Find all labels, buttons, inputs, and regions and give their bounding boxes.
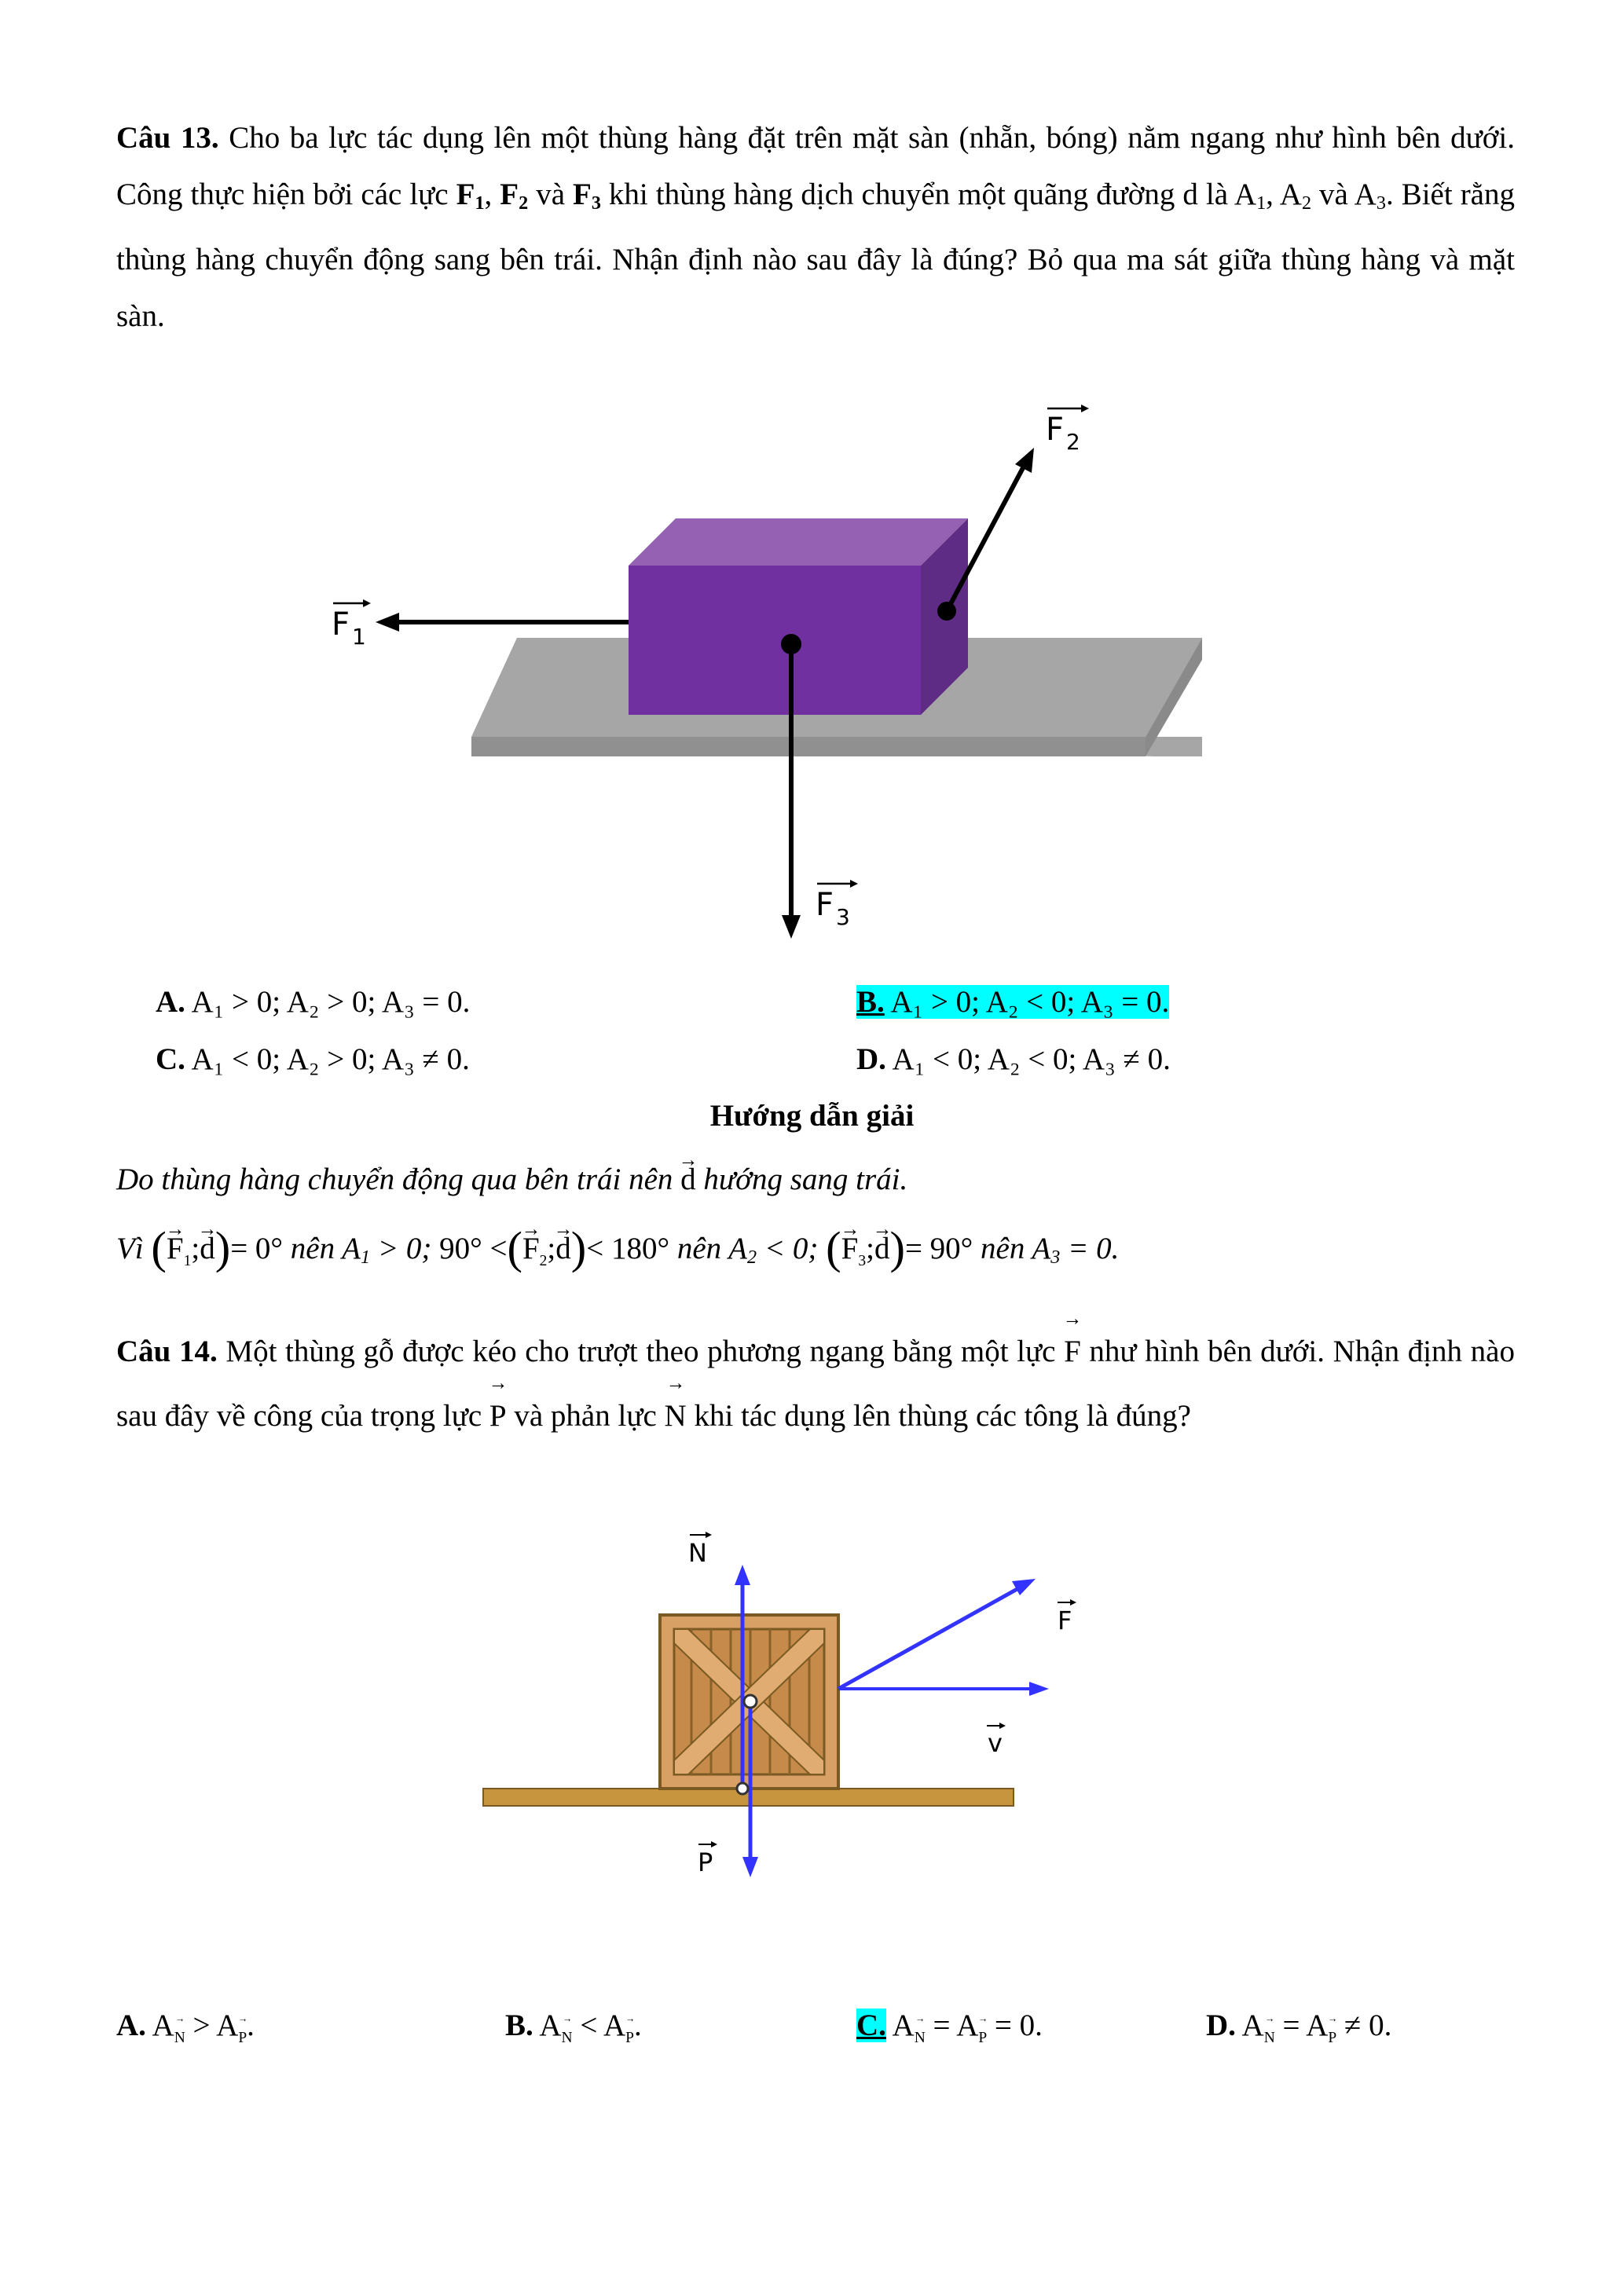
svg-text:F: F (332, 606, 350, 643)
q14-option-a[interactable]: A. A→ N > A→ P. (116, 2007, 255, 2057)
svg-text:F: F (816, 887, 834, 923)
svg-text:F: F (1046, 412, 1065, 448)
q13-option-c[interactable]: C. A₁ < 0; A₂ > 0; A₃ ≠ 0. (156, 1042, 470, 1076)
center-point (744, 1695, 757, 1708)
q13-option-d[interactable]: D. A₁ < 0; A₂ < 0; A₃ ≠ 0. (856, 1042, 1171, 1076)
svg-text:P: P (698, 1847, 713, 1877)
solution-line-1: Do thùng hàng chuyển động qua bên trái nên → d hướng sang trái. (116, 1161, 907, 1199)
solution-title: Hướng dẫn giải (709, 1099, 915, 1133)
svg-text:v: v (988, 1728, 1003, 1758)
q14-label: Câu 14. (116, 1335, 218, 1368)
label-v (987, 1723, 1006, 1758)
q14-option-d[interactable]: D. A→ N = A→ P ≠ 0. (1206, 2007, 1391, 2057)
pull-force-arrow (838, 1579, 1036, 1689)
q13-label: Câu 13. (116, 121, 219, 155)
q13-option-b[interactable]: B. A₁ > 0; A₂ < 0; A₃ = 0. (856, 985, 1170, 1019)
svg-text:N: N (688, 1538, 707, 1568)
contact-point (737, 1783, 748, 1794)
svg-text:F: F (1058, 1606, 1072, 1635)
label-p (698, 1841, 717, 1877)
q14-option-c[interactable]: C. A→ N = A→ P = 0. (856, 2007, 1043, 2057)
q14-option-b[interactable]: B. A→ N < A→ P. (505, 2007, 642, 2057)
label-n (688, 1532, 712, 1568)
velocity-arrow (838, 1682, 1049, 1696)
svg-text:1: 1 (352, 624, 366, 650)
q14-question: Câu 14. Một thùng gỗ được kéo cho trượt theo phương ngang bằng một lực → F như hình bên dưới. Nhận định nào sau đây về công của trọng lực → P và phản lực → N khi tác dụng lên thùng các tông là đúng? (116, 1320, 1515, 1448)
q13-option-a[interactable]: A. A₁ > 0; A₂ > 0; A₃ = 0. (156, 985, 471, 1019)
svg-text:2: 2 (1066, 429, 1080, 455)
q13-question: Câu 13. Cho ba lực tác dụng lên một thùng hàng đặt trên mặt sàn (nhẵn, bóng) nằm ngang như hình bên dưới. Công thực hiện bởi các lực $F_1$, $F_2$ và $F_3$ khi thùng hàng dịch chuyển một quãng đường d là $A_1$, $A_2$ và $A_3$. Biết rằng thùng hàng chuyển động sang bên trái. Nhận định nào sau đây là đúng? Bỏ qua ma sát giữa thùng hàng và mặt sàn. (116, 121, 1516, 334)
solution-line-2: Vì (→ $F_1;\to d)= 0^\circ$ nên $A_1 > 0$; 90° <(→ $F_2;\to d)< 180^\circ$ nên $A_2 < 0$; (→ $F_3;\to d)= 90^\circ$ nên $A_3 = 0$. (116, 1229, 1119, 1280)
svg-text:3: 3 (836, 904, 850, 930)
label-f (1058, 1599, 1076, 1635)
